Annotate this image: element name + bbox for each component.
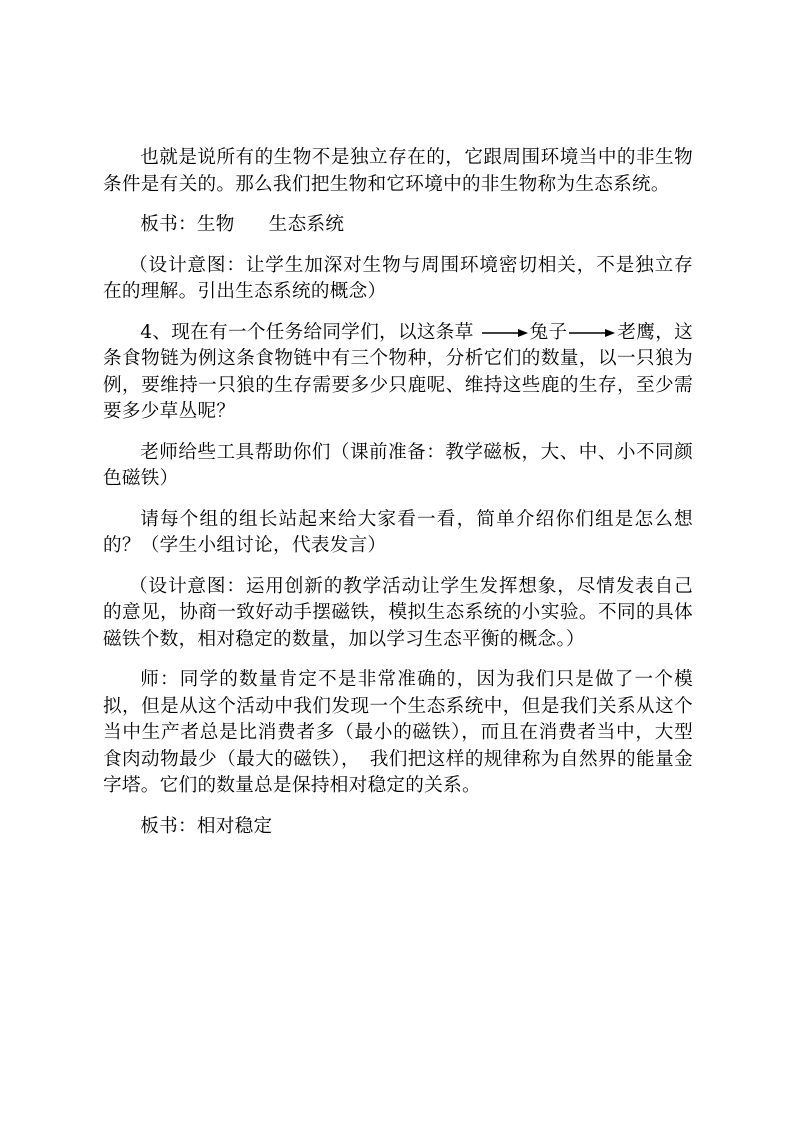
document-page (103, 145, 693, 854)
paragraph-food-chain-task (103, 320, 693, 426)
board-note-stability: 板书：相对稳定 (140, 815, 273, 837)
arrow-right-icon (569, 328, 615, 338)
food-chain-text-start: 4、现在有一个任务给同学们，以这条草 (140, 321, 474, 343)
paragraph-teacher-summary: 师：同学的数量肯定不是非常准确的，因为我们只是做了一个模拟，但是从这个活动中我们发现一个生态系统中，但是我们关系从这个当中生产者总是比消费者多（最小的磁铁），而且在消费者当中，大型食肉动物最少（最大的磁铁）， 我们把这样的规律称为自然界的能量金字塔。它们的数量总是保持相对稳定的关系。 (103, 669, 693, 796)
food-chain-text-rest: 老鹰，这条食物链为例这条食物链中有三个物种，分析它们的数量，以一只狼为例，要维持一只狼的生存需要多少只鹿呢、维持这些鹿的生存，至少需要多少草丛呢？ (103, 321, 693, 422)
paragraph-ecosystem-intro: 也就是说所有的生物不是独立存在的，它跟周围环境当中的非生物条件是有关的。那么我们把生物和它环境中的非生物称为生态系统。 (103, 147, 693, 195)
board-note-ecosystem (103, 212, 693, 239)
board-note-label: 板书：生物 (140, 214, 235, 235)
board-note-term: 生态系统 (268, 214, 345, 235)
design-intent-2: （设计意图：运用创新的教学活动让学生发挥想象，尽情发表自己的意见，协商一致好动手摆磁铁，模拟生态系统的小实验。不同的具体磁铁个数，相对稳定的数量，加以学习生态平衡的概念。） (103, 575, 693, 650)
design-intent-1: （设计意图：让学生加深对生物与周围环境密切相关，不是独立存在的理解。引出生态系统的概念） (103, 254, 693, 302)
paragraph-teacher-tools: 老师给些工具帮助你们（课前准备：教学磁板，大、中、小不同颜色磁铁） (103, 441, 693, 489)
food-chain-rabbit: 兔子 (529, 321, 568, 343)
arrow-right-icon (482, 328, 528, 338)
paragraph-group-leader: 请每个组的组长站起来给大家看一看，简单介绍你们组是怎么想的？（学生小组讨论，代表发言） (103, 508, 693, 556)
